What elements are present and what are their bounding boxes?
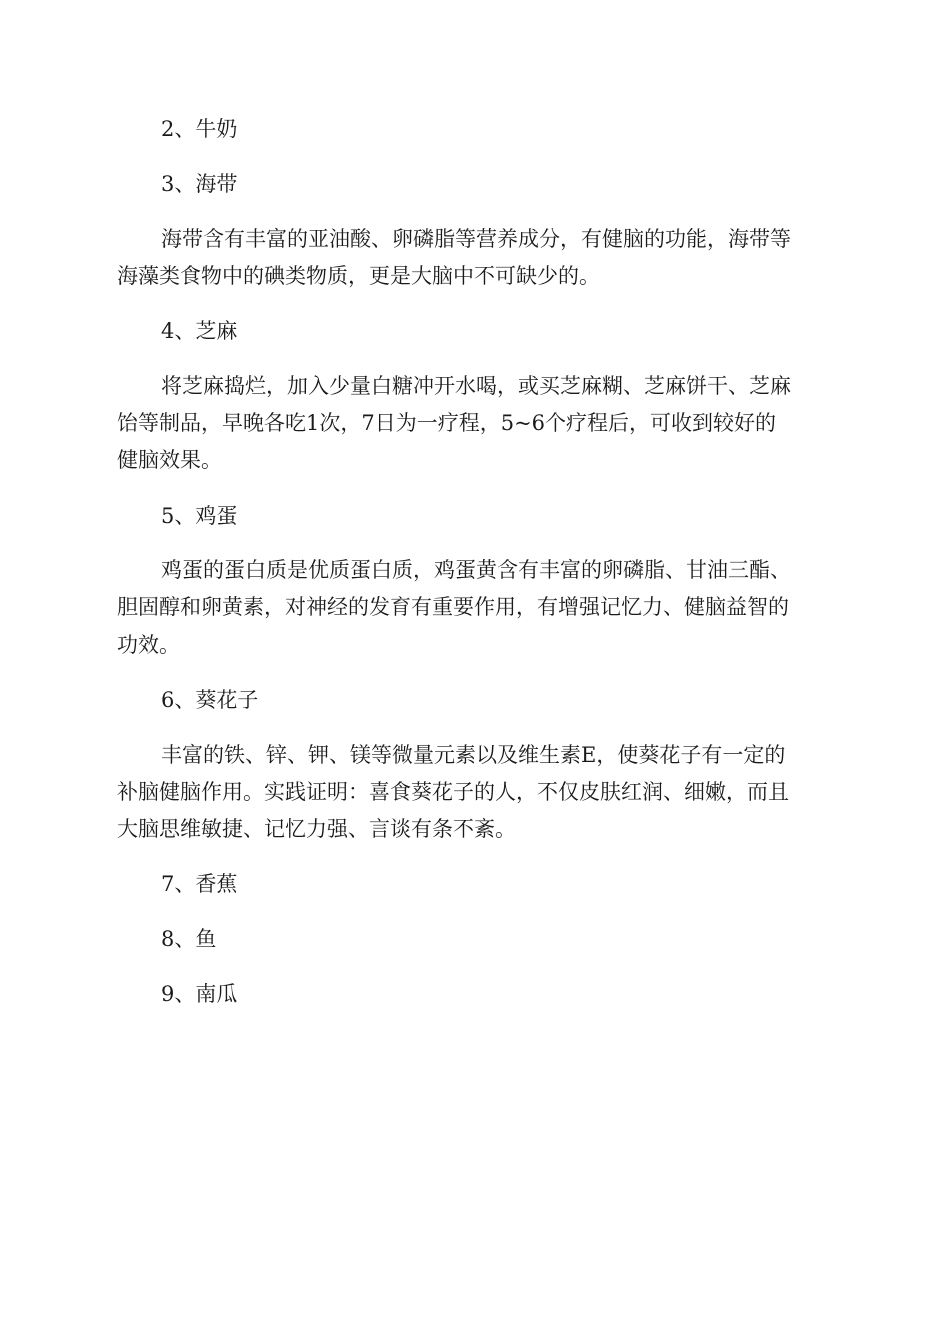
item-heading-pumpkin: 9、南瓜 [161, 982, 238, 1006]
item-heading-milk: 2、牛奶 [161, 117, 238, 141]
paragraph-line: 海带含有丰富的亚油酸、卵磷脂等营养成分，有健脑的功能，海带等 [161, 227, 791, 251]
item-heading-fish: 8、鱼 [161, 927, 217, 951]
item-heading-egg: 5、鸡蛋 [161, 504, 238, 528]
paragraph-line: 健脑效果。 [117, 448, 222, 472]
paragraph-line: 胆固醇和卵黄素，对神经的发育有重要作用，有增强记忆力、健脑益智的 [117, 595, 789, 619]
paragraph-line: 大脑思维敏捷、记忆力强、言谈有条不紊。 [117, 817, 516, 841]
item-heading-kelp: 3、海带 [161, 172, 238, 196]
item-heading-sesame: 4、芝麻 [161, 319, 238, 343]
item-heading-banana: 7、香蕉 [161, 872, 238, 896]
paragraph-line: 补脑健脑作用。实践证明：喜食葵花子的人，不仅皮肤红润、细嫩，而且 [117, 780, 789, 804]
paragraph-line: 饴等制品，早晚各吃1次，7日为一疗程，5~6个疗程后，可收到较好的 [117, 411, 777, 435]
paragraph-line: 丰富的铁、锌、钾、镁等微量元素以及维生素E，使葵花子有一定的 [161, 743, 786, 767]
paragraph-line: 海藻类食物中的碘类物质，更是大脑中不可缺少的。 [117, 264, 600, 288]
paragraph-line: 功效。 [117, 633, 180, 657]
paragraph-line: 将芝麻捣烂，加入少量白糖冲开水喝，或买芝麻糊、芝麻饼干、芝麻 [161, 374, 791, 398]
item-heading-sunflower-seed: 6、葵花子 [161, 688, 259, 712]
paragraph-line: 鸡蛋的蛋白质是优质蛋白质，鸡蛋黄含有丰富的卵磷脂、甘油三酯、 [161, 558, 791, 582]
